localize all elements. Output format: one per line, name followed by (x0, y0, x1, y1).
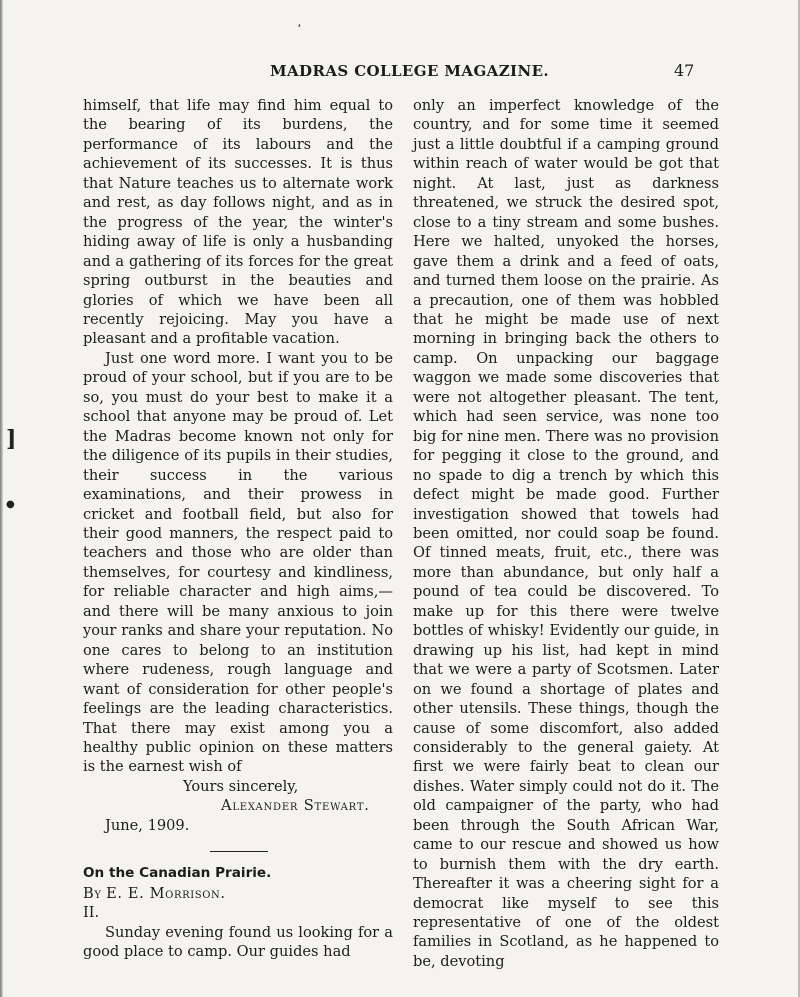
letter-closing: Yours sincerely, (183, 777, 299, 795)
letter-signature: Alexander Stewart. (221, 797, 370, 815)
article-paragraph-2: only an imperfect knowledge of the country, and for some time it seemed just a little doubtful if a camping ground within reach of water would be got that night. At last, just as darkness threatened, we struck the desired spot, close to a tiny stream and some bushes. Here we halted, unyoked the horses, gave them a drink and a feed of oats, and turned them loose on the prairie. As a precaution, one of them was hobbled that he might be made use of next morning in bringing back the others to camp. On unpacking our baggage waggon we made some discoveries that were not altogether pleasant. The tent, which had seen service, was none too big for nine men. There was no provision for pegging it close to the ground, and no spade to dig a trench by which this defect might be made good. Further investigation showed that towels had been omitted, nor could soap be found. Of tinned meats, fruit, etc., there was more than abundance, but only half a pound of tea could be discovered. To make up for this there were twelve bottles of whisky! Evidently our guide, in drawing up his list, had kept in mind that we were a party of Scotsmen. Later on we found a shortage of plates and other utensils. These things, though the cause of some discomfort, also added considerably to the general gaiety. At first we were fairly beat to clean our dishes. Water simply could not do it. The old campaigner of the party, who had been through the South African War, came to our rescue and showed us how to burnish them with the dry earth. Thereafter it was a cheering sight for a democrat like myself to see this representative of one of the oldest families in Scotland, as he happened to be, devoting (413, 97, 719, 970)
left-column (83, 96, 393, 961)
right-column (413, 96, 719, 971)
margin-dot: ● (6, 499, 15, 510)
letter-date: June, 1909. (105, 816, 190, 834)
page-left-edge (0, 0, 3, 997)
letter-paragraph-1: himself, that life may find him equal to the bearing of its burdens, the performance of its labours and the achievement of its successes. It is thus that Nature teaches us to alternate work and rest, as day follows night, and as in the progress of the year, the winter's hiding away of life is only a husbanding and a gathering of its forces for the great spring outburst in the beauties and glories of which we have been all recently rejoicing. May you have a pleasant and a profitable vacation. (83, 97, 393, 348)
section-divider (210, 851, 268, 852)
letter-paragraph-2: Just one word more. I want you to be proud of your school, but if you are to be so, you must do your best to make it a school that anyone may be proud of. Let the Madras become known not only for the diligence of its pupils in their studies, their success in the various examinations, and their prowess in cricket and football field, but also for their good manners, the respect paid to teachers and those who are older than themselves, for courtesy and kindliness, for reliable character and high aims,—and there will be many anxious to join your ranks and share your reputation. No one cares to belong to an institution where rudeness, rough language and want of consideration for other people's feelings are the leading characteristics. That there may exist among you a healthy public opinion on these matters is the earnest wish of (83, 349, 393, 776)
margin-mark: ] (6, 426, 17, 452)
byline-author: E. E. Morrison. (106, 884, 226, 902)
magazine-title: MADRAS COLLEGE MAGAZINE. (270, 62, 550, 80)
page-number: 47 (674, 61, 695, 80)
ink-speck: ❛ (298, 23, 301, 32)
article-title: On the Canadian Prairie. (83, 865, 272, 882)
article-byline (83, 884, 393, 903)
byline-prefix: By (83, 884, 102, 902)
article-paragraph-1: Sunday evening found us looking for a good place to camp. Our guides had (83, 923, 393, 961)
article-part-number: II. (83, 904, 100, 922)
